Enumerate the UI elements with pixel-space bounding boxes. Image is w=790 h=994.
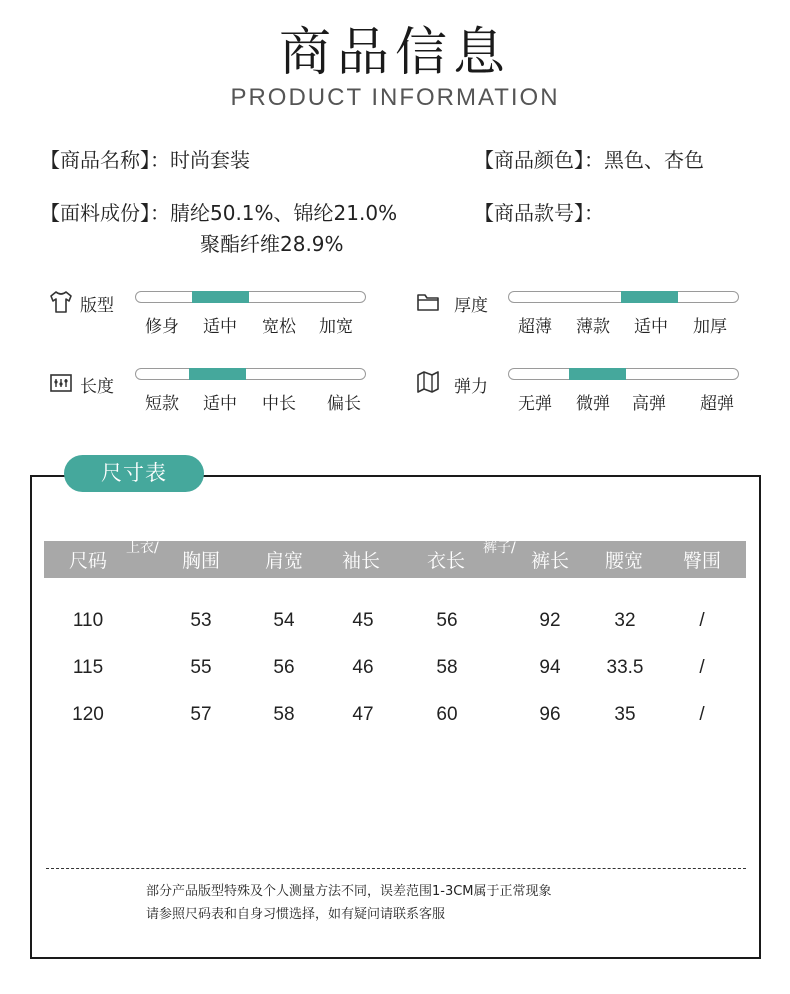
size-cell: 92	[539, 610, 561, 631]
fit-option: 修身	[145, 317, 179, 337]
size-cell: 55	[190, 657, 212, 678]
fabric-row	[40, 197, 397, 226]
size-cell: 60	[436, 704, 458, 725]
length-option: 短款	[145, 394, 179, 414]
size-cell: 33.5	[606, 657, 644, 678]
length-option: 偏长	[327, 394, 361, 414]
size-cell: 96	[539, 704, 561, 725]
size-table-header-cell: 腰宽	[604, 550, 644, 572]
fit-option: 加宽	[319, 317, 353, 337]
size-cell: 54	[273, 610, 295, 631]
length-slider-fill	[189, 368, 246, 380]
size-cell: 94	[539, 657, 561, 678]
size-table-header-cell: 尺码	[68, 550, 108, 572]
disclaimer-note: 部分产品版型特殊及个人测量方法不同，误差范围1-3CM属于正常现象	[146, 884, 552, 899]
product-color-row	[474, 144, 704, 173]
thickness-label: 厚度	[454, 296, 488, 316]
tshirt-icon	[48, 289, 74, 315]
size-table-header-cell: 衣长	[426, 550, 466, 572]
thickness-option: 加厚	[693, 317, 727, 337]
size-table-group-top: 上衣/	[126, 540, 159, 556]
fabric-label: 【面料成份】：	[40, 201, 170, 225]
size-table-header-cell: 胸围	[181, 550, 221, 572]
fabric-value-cont: 聚酯纤维28.9%	[200, 232, 344, 256]
size-table-header-cell: 袖长	[341, 550, 381, 572]
fit-slider	[135, 291, 366, 303]
elasticity-slider	[508, 368, 739, 380]
style-number-label: 【商品款号】：	[474, 201, 604, 225]
size-table-header-cell: 臀围	[682, 550, 722, 572]
size-table-header-cell: 裤长	[530, 550, 570, 572]
length-option: 适中	[203, 394, 237, 414]
size-cell: 45	[352, 610, 374, 631]
product-name-row	[40, 144, 250, 173]
elasticity-option: 高弹	[632, 394, 666, 414]
ruler-icon	[48, 370, 74, 396]
fit-slider-fill	[192, 291, 249, 303]
divider	[46, 868, 746, 869]
size-cell: 53	[190, 610, 212, 631]
elasticity-option: 无弹	[518, 394, 552, 414]
fit-option: 宽松	[262, 317, 296, 337]
folder-icon	[415, 289, 441, 315]
thickness-option: 超薄	[518, 317, 552, 337]
size-cell: 110	[72, 610, 104, 631]
product-color-label: 【商品颜色】：	[474, 148, 604, 172]
thickness-option: 薄款	[576, 317, 610, 337]
elasticity-label: 弹力	[454, 377, 488, 397]
fit-option: 适中	[203, 317, 237, 337]
thickness-slider-fill	[621, 291, 678, 303]
product-color-value: 黑色、杏色	[604, 148, 704, 172]
product-name-label: 【商品名称】：	[40, 148, 170, 172]
size-table-group-pants: 裤子/	[483, 540, 516, 556]
elasticity-slider-fill	[569, 368, 626, 380]
fit-label: 版型	[80, 296, 114, 316]
elasticity-option: 超弹	[700, 394, 734, 414]
length-label: 长度	[80, 377, 114, 397]
size-table-header	[44, 541, 746, 578]
page-title: 商品信息	[278, 23, 511, 83]
size-cell: /	[699, 610, 705, 631]
size-cell: 56	[273, 657, 295, 678]
size-cell: 115	[72, 657, 104, 678]
length-option: 中长	[262, 394, 296, 414]
size-table-badge: 尺寸表	[64, 455, 204, 492]
thickness-option: 适中	[634, 317, 668, 337]
elasticity-option: 微弹	[576, 394, 610, 414]
disclaimer-note: 请参照尺码表和自身习惯选择，如有疑问请联系客服	[146, 907, 446, 922]
size-cell: 57	[190, 704, 212, 725]
size-cell: 46	[352, 657, 374, 678]
thickness-slider	[508, 291, 739, 303]
map-icon	[415, 369, 441, 395]
fabric-value: 腈纶50.1%、锦纶21.0%	[170, 201, 398, 225]
size-cell: /	[699, 704, 705, 725]
product-name-value: 时尚套装	[170, 148, 250, 172]
size-cell: 58	[273, 704, 295, 725]
size-cell: 56	[436, 610, 458, 631]
size-cell: 47	[352, 704, 374, 725]
size-table-header-cell: 肩宽	[264, 550, 304, 572]
size-cell: /	[699, 657, 705, 678]
page-subtitle: PRODUCT INFORMATION	[230, 84, 560, 111]
size-cell: 32	[614, 610, 636, 631]
size-cell: 120	[72, 704, 104, 725]
length-slider	[135, 368, 366, 380]
style-number-row	[474, 197, 604, 226]
size-cell: 58	[436, 657, 458, 678]
size-cell: 35	[614, 704, 636, 725]
